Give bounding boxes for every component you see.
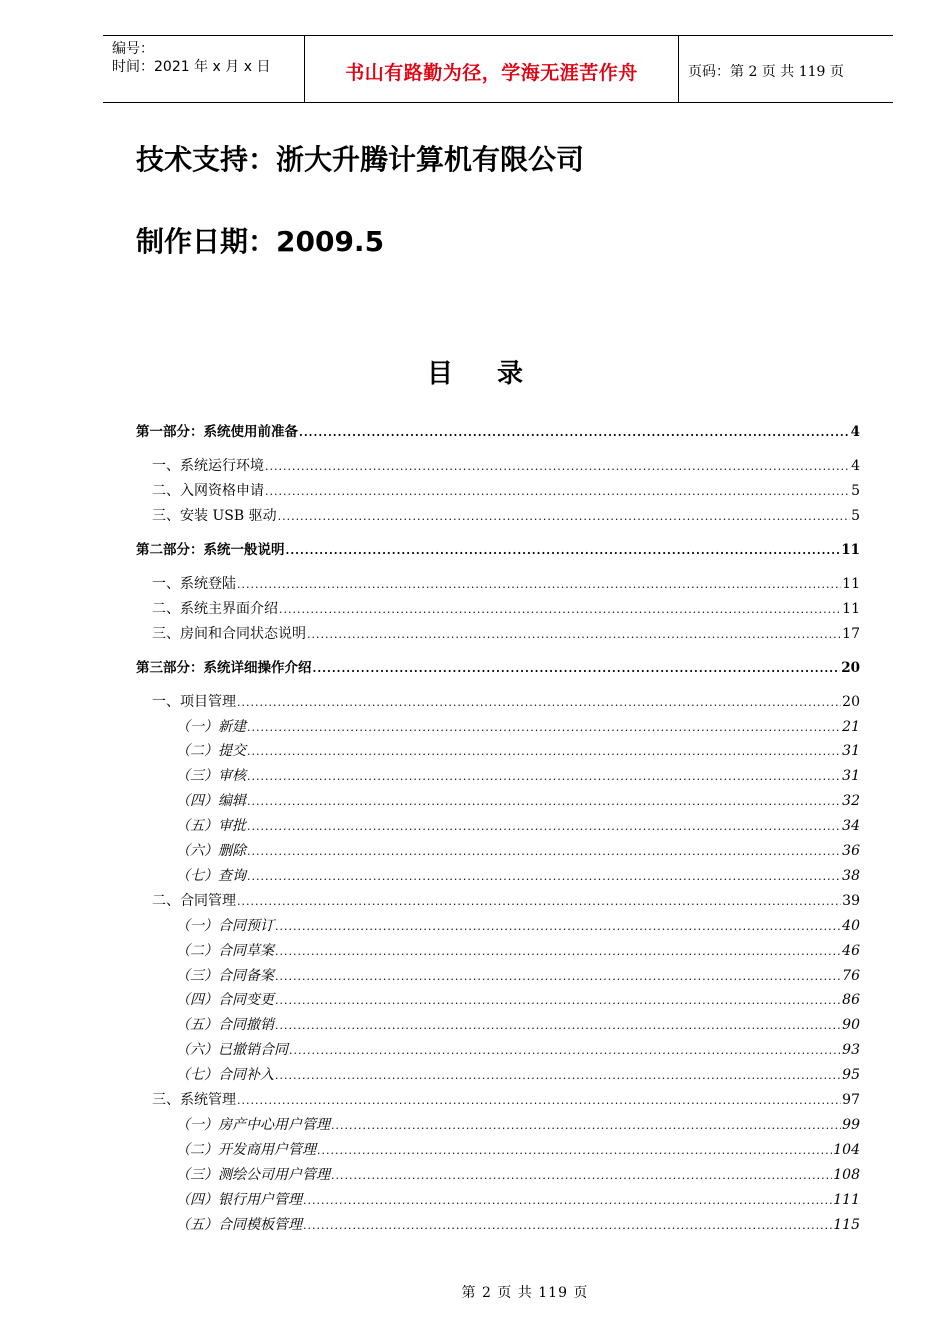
toc-entry-page: 20 bbox=[841, 659, 860, 676]
document-time-label: 时间：2021 年 x 月 x 日 bbox=[112, 59, 271, 75]
toc-entry-label: 第二部分：系统一般说明 bbox=[136, 541, 285, 558]
toc-entry-page: 40 bbox=[842, 917, 860, 934]
toc-entry-label: （二）开发商用户管理 bbox=[176, 1141, 316, 1158]
toc-entry[interactable] bbox=[176, 1116, 860, 1135]
toc-entry[interactable] bbox=[176, 817, 860, 836]
toc-entry-page: 36 bbox=[842, 843, 860, 859]
toc-leader-dots bbox=[313, 660, 841, 678]
toc-entry-label: 三、安装 USB 驱动 bbox=[152, 507, 277, 524]
toc-entry-page: 46 bbox=[842, 942, 860, 959]
toc-entry-page: 34 bbox=[842, 818, 860, 835]
toc-leader-dots bbox=[275, 943, 841, 961]
toc-leader-dots bbox=[265, 458, 850, 476]
toc-leader-dots bbox=[247, 843, 841, 861]
toc-entry-label: （五）合同撤销 bbox=[176, 1017, 274, 1034]
toc-leader-dots bbox=[279, 601, 841, 619]
toc-entry[interactable] bbox=[152, 507, 860, 526]
toc-entry-label: 三、房间和合同状态说明 bbox=[152, 625, 306, 642]
toc-entry[interactable] bbox=[136, 659, 860, 678]
toc-leader-dots bbox=[275, 918, 841, 936]
toc-entry-label: （三）测绘公司用户管理 bbox=[176, 1166, 330, 1183]
toc-entry[interactable] bbox=[176, 1191, 860, 1210]
toc-entry[interactable] bbox=[152, 1091, 860, 1110]
toc-leader-dots bbox=[247, 868, 841, 886]
toc-entry-label: （三）合同备案 bbox=[176, 967, 274, 984]
toc-entry-label: 一、系统运行环境 bbox=[152, 458, 264, 474]
toc-entry[interactable] bbox=[176, 1141, 860, 1160]
toc-entry-page: 11 bbox=[842, 575, 860, 592]
header-page-cell bbox=[679, 36, 893, 102]
toc-leader-dots bbox=[289, 1042, 841, 1060]
toc-leader-dots bbox=[275, 1067, 841, 1085]
toc-entry[interactable] bbox=[176, 942, 860, 961]
toc-leader-dots bbox=[247, 743, 841, 761]
production-date-title: 制作日期：2009.5 bbox=[136, 225, 385, 258]
toc-entry[interactable] bbox=[136, 423, 860, 442]
toc-entry-page: 90 bbox=[842, 1017, 860, 1034]
toc-entry-page: 111 bbox=[833, 1191, 860, 1208]
toc-entry-page: 20 bbox=[842, 693, 860, 710]
toc-leader-dots bbox=[307, 626, 841, 644]
toc-entry[interactable] bbox=[176, 967, 860, 986]
toc-entry-label: （七）查询 bbox=[176, 867, 246, 884]
toc-entry-label: （四）银行用户管理 bbox=[176, 1191, 302, 1208]
toc-entry-label: 二、入网资格申请 bbox=[152, 482, 264, 499]
header-meta-cell bbox=[103, 36, 303, 102]
toc-entry-label: 三、系统管理 bbox=[152, 1092, 236, 1108]
toc-entry-page: 39 bbox=[842, 892, 860, 909]
toc-entry-label: 第三部分：系统详细操作介绍 bbox=[136, 659, 312, 676]
toc-leader-dots bbox=[275, 992, 841, 1010]
toc-entry[interactable] bbox=[176, 1166, 860, 1185]
toc-entry[interactable] bbox=[176, 1216, 860, 1235]
toc-entry[interactable] bbox=[176, 917, 860, 936]
toc-entry-label: （六）删除 bbox=[176, 843, 246, 859]
toc-leader-dots bbox=[317, 1142, 832, 1160]
toc-entry[interactable] bbox=[136, 541, 860, 560]
toc-entry-page: 4 bbox=[851, 458, 860, 474]
toc-leader-dots bbox=[237, 694, 841, 712]
toc-entry-label: （四）编辑 bbox=[176, 793, 246, 810]
toc-entry-page: 11 bbox=[842, 600, 860, 617]
toc-entry-page: 115 bbox=[833, 1216, 860, 1233]
toc-entry-page: 31 bbox=[842, 768, 860, 785]
toc-entry-page: 11 bbox=[841, 541, 860, 558]
toc-heading: 目录 bbox=[426, 359, 567, 389]
toc-leader-dots bbox=[278, 508, 851, 526]
toc-leader-dots bbox=[275, 968, 841, 986]
toc-entry[interactable] bbox=[176, 842, 860, 861]
toc-entry-page: 38 bbox=[842, 867, 860, 884]
toc-entry-page: 76 bbox=[842, 967, 860, 984]
toc-leader-dots bbox=[237, 576, 841, 594]
page-footer: 第 2 页 共 119 页 bbox=[461, 1285, 589, 1301]
toc-leader-dots bbox=[303, 1217, 832, 1235]
toc-leader-dots bbox=[237, 1092, 841, 1110]
toc-entry-label: （四）合同变更 bbox=[176, 992, 274, 1009]
document-number-label: 编号： bbox=[112, 41, 154, 57]
technical-support-title: 技术支持：浙大升腾计算机有限公司 bbox=[136, 143, 585, 176]
toc-entry-page: 97 bbox=[842, 1092, 860, 1108]
toc-entry[interactable] bbox=[176, 718, 860, 737]
header-motto-cell bbox=[304, 36, 679, 102]
toc-entry-page: 31 bbox=[842, 743, 860, 760]
toc-entry[interactable] bbox=[152, 693, 860, 712]
toc-entry[interactable] bbox=[176, 792, 860, 811]
toc-leader-dots bbox=[303, 1192, 832, 1210]
toc-leader-dots bbox=[275, 1017, 841, 1035]
toc-entry-label: （五）合同模板管理 bbox=[176, 1216, 302, 1233]
toc-entry-label: （七）合同补入 bbox=[176, 1067, 274, 1084]
toc-leader-dots bbox=[265, 483, 850, 501]
header-page-info: 页码：第 2 页 共 119 页 bbox=[688, 64, 844, 80]
toc-entry[interactable] bbox=[152, 575, 860, 594]
toc-entry-label: （六）已撤销合同 bbox=[176, 1042, 288, 1059]
toc-leader-dots bbox=[331, 1117, 841, 1135]
toc-entry[interactable] bbox=[176, 1066, 860, 1085]
toc-leader-dots bbox=[247, 719, 841, 737]
toc-entry-page: 95 bbox=[842, 1067, 860, 1084]
toc-entry-label: 二、系统主界面介绍 bbox=[152, 600, 278, 617]
toc-entry[interactable] bbox=[176, 1041, 860, 1060]
toc-entry[interactable] bbox=[176, 991, 860, 1010]
toc-leader-dots bbox=[247, 768, 841, 786]
toc-leader-dots bbox=[286, 542, 841, 560]
toc-entry-page: 86 bbox=[842, 992, 860, 1009]
toc-entry[interactable] bbox=[152, 600, 860, 619]
toc-entry-page: 32 bbox=[842, 793, 860, 810]
toc-entry-page: 4 bbox=[850, 424, 860, 440]
toc-entry-page: 17 bbox=[842, 625, 860, 642]
toc-entry-label: 第一部分：系统使用前准备 bbox=[136, 424, 298, 440]
toc-entry-page: 21 bbox=[842, 718, 860, 735]
toc-entry-label: （三）审核 bbox=[176, 768, 246, 785]
toc-entry-label: （一）房产中心用户管理 bbox=[176, 1116, 330, 1133]
toc-entry-page: 5 bbox=[851, 482, 860, 499]
toc-entry-label: 一、系统登陆 bbox=[152, 575, 236, 592]
toc-entry[interactable] bbox=[176, 742, 860, 761]
toc-entry[interactable] bbox=[152, 892, 860, 911]
toc-leader-dots bbox=[331, 1167, 832, 1185]
toc-leader-dots bbox=[237, 893, 841, 911]
toc-entry[interactable] bbox=[152, 482, 860, 501]
toc-entry-label: （一）新建 bbox=[176, 718, 246, 735]
toc-entry-label: （二）提交 bbox=[176, 743, 246, 760]
toc-entry[interactable] bbox=[176, 767, 860, 786]
toc-entry[interactable] bbox=[176, 1016, 860, 1035]
toc-entry-page: 104 bbox=[833, 1141, 860, 1158]
toc-entry-page: 93 bbox=[842, 1042, 860, 1059]
toc-entry-page: 108 bbox=[833, 1166, 860, 1183]
toc-entry-label: 一、项目管理 bbox=[152, 693, 236, 710]
toc-entry[interactable] bbox=[152, 457, 860, 476]
toc-entry[interactable] bbox=[176, 867, 860, 886]
toc-entry[interactable] bbox=[152, 625, 860, 644]
toc-leader-dots bbox=[247, 818, 841, 836]
toc-entry-label: （五）审批 bbox=[176, 818, 246, 835]
page-header bbox=[103, 35, 893, 103]
toc-entry-label: 二、合同管理 bbox=[152, 892, 236, 909]
toc-leader-dots bbox=[299, 424, 850, 442]
header-motto: 书山有路勤为径，学海无涯苦作舟 bbox=[345, 62, 638, 84]
toc-entry-page: 5 bbox=[851, 507, 860, 524]
toc-entry-label: （一）合同预订 bbox=[176, 917, 274, 934]
toc-leader-dots bbox=[247, 793, 841, 811]
toc-entry-page: 99 bbox=[842, 1116, 860, 1133]
toc-entry-label: （二）合同草案 bbox=[176, 942, 274, 959]
